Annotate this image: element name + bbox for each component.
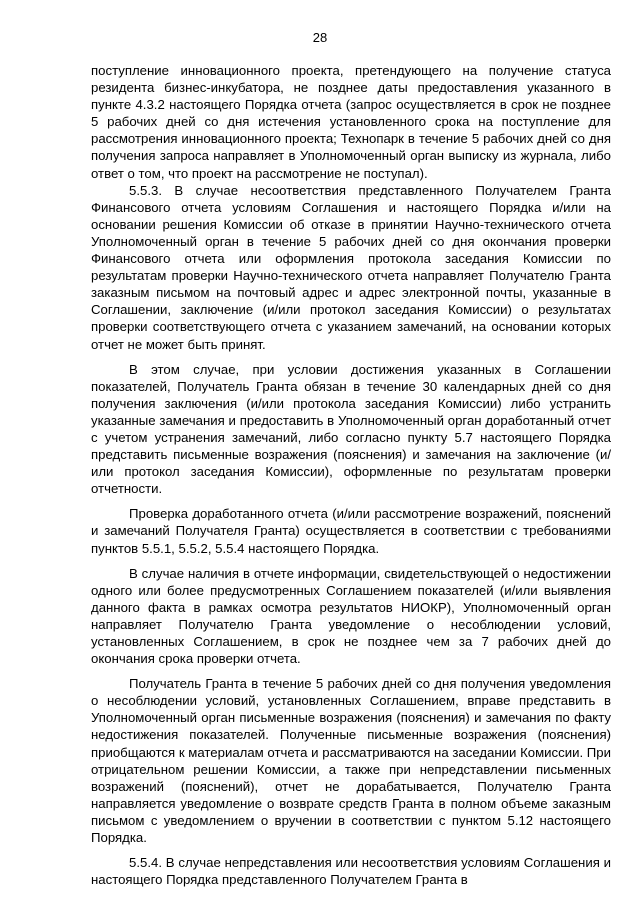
paragraph-5-5-4: 5.5.4. В случае непредставления или несоответствия условиям Соглашения и настоящего Порядка представленного Получателем Гранта в [91,855,611,888]
page-number: 28 [312,30,328,45]
paragraph-revised-report-check: Проверка доработанного отчета (и/или рассмотрение возражений, пояснений и замечаний Получателя Гранта) осуществляется в соответствии с требованиями пунктов 5.5.1, 5.5.2, 5.5.4 настоящего Порядка. [91,506,611,556]
paragraph-grant-recipient-objections: Получатель Гранта в течение 5 рабочих дней со дня получения уведомления о несоблюдении условий, установленных Соглашением, вправе представить в Уполномоченный орган письменные возражения (пояснения) и замечания по факту недостижения показателей. Полученные письменные возражения (пояснения) приобщаются к материалам отчета и рассматриваются на заседании Комиссии. При отрицательном решении Комиссии, а также при непредставлении письменных возражений (пояснений), отчет не дорабатывается, Получателю Гранта направляется уведомление о возврате средств Гранта в полном объеме заказным письмом с уведомлением о вручении в соответствии с пунктом 5.12 настоящего Порядка. [91,676,611,846]
paragraph-in-this-case: В этом случае, при условии достижения указанных в Соглашении показателей, Получатель Гранта обязан в течение 30 календарных дней со дня получения заключения (и/или протокола заседания Комиссии) либо устранить указанные замечания и предоставить в Уполномоченный орган доработанный отчет с учетом устранения замечаний, либо согласно пункту 5.7 настоящего Порядка представить письменные возражения (пояснения) и замечания на заключение (и/или протокол заседания Комиссии), оформленные по результатам проверки отчетности. [91,361,611,497]
paragraph-continuation: поступление инновационного проекта, претендующего на получение статуса резидента бизнес-инкубатора, не позднее даты предоставления указанного в пункте 4.3.2 настоящего Порядка отчета (запрос осуществляется в срок не позднее 5 рабочих дней со дня истечения установленного срока на поступление для рассмотрения инновационного проекта; Технопарк в течение 5 рабочих дней со дня получения запроса направляет в Уполномоченный орган выписку из журнала, либо ответ о том, что проект на рассмотрение не поступал). [91,63,611,181]
paragraph-5-5-3: 5.5.3. В случае несоответствия представленного Получателем Гранта Финансового отчета условиям Соглашения и настоящего Порядка и/или на основании решения Комиссии об отказе в принятии Научно-технического отчета Уполномоченный орган в течение 5 рабочих дней со дня окончания проверки Финансового отчета или оформления протокола заседания Комиссии по результатам проверки Научно-технического отчета направляет Получателю Гранта заказным письмом на почтовый адрес и адрес электронной почты, указанные в Соглашении, заключение (и/или протокол заседания Комиссии) о результатах проверки соответствующего отчета с указанием замечаний, на основании которых отчет не может быть принят. [91,182,611,352]
document-body [91,62,611,888]
paragraph-non-achievement: В случае наличия в отчете информации, свидетельствующей о недостижении одного или более предусмотренных Соглашением показателей (и/или выявления данного факта в рамках осмотра результатов НИОКР), Уполномоченный орган направляет Получателю Гранта уведомление о несоблюдении условий, установленных Соглашением, в срок не позднее чем за 7 рабочих дней до окончания срока проверки отчета. [91,565,611,667]
